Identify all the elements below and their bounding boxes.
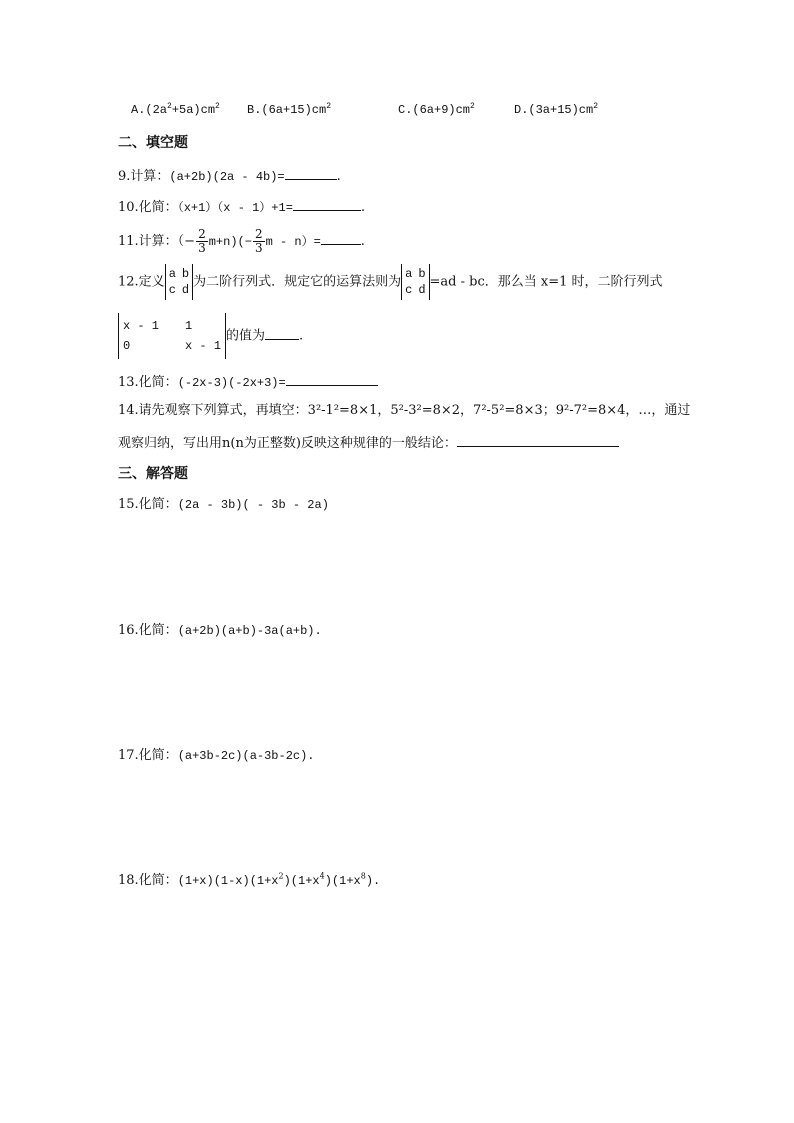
answer-blank[interactable] — [293, 196, 361, 211]
question-12-line1: 12.定义 a b c d 为二阶行列式．规定它的运算法则为 a b c d =ad - bc．那么当 x=1 时，二阶行列式 — [118, 264, 663, 300]
question-15: 15.化简：(2a - 3b)( - 3b - 2a) — [118, 497, 329, 512]
fraction: $\frac{2}{3}$ — [254, 227, 263, 255]
question-16: 16.化简：(a+2b)(a+b)-3a(a+b). — [118, 623, 322, 638]
fraction: $\frac{2}{3}$ — [198, 227, 206, 255]
determinant-abcd: a b c d — [165, 264, 193, 300]
determinant-abcd: a b c d — [401, 264, 429, 300]
answer-blank[interactable] — [285, 165, 337, 180]
choice-b: $B.(6a+15)cm^2$ — [247, 102, 332, 117]
choice-c: $C.(6a+9)cm^2$ — [398, 102, 475, 117]
section-title-fill-blank: 二、填空题 — [118, 135, 188, 151]
section-title-solve: 三、解答题 — [118, 466, 188, 482]
question-9: 9.计算：(a+2b)(2a - 4b)= . — [118, 165, 341, 186]
question-18: 18.化简：$(1+x)(1-x)(1+x^2)(1+x^4)(1+x^8)$. — [118, 871, 381, 888]
answer-blank[interactable] — [286, 371, 378, 386]
question-17: 17.化简：(a+3b-2c)(a-3b-2c). — [118, 748, 315, 763]
question-14-line2: 观察归纳，写出用n(n为正整数)反映这种规律的一般结论： — [118, 432, 619, 453]
choice-a: $A.(2a^2+5a)cm^2$ — [131, 102, 220, 117]
answer-blank[interactable] — [457, 432, 619, 447]
question-10: 10.化简：（x+1）（x - 1）+1= . — [118, 196, 365, 217]
question-13: 13.化简：(-2x-3)(-2x+3)= — [118, 371, 378, 392]
question-12-line2: x - 1 1 0 x - 1 的值为 . — [118, 313, 303, 359]
answer-blank[interactable] — [265, 325, 299, 340]
determinant-x: x - 1 1 0 x - 1 — [118, 313, 226, 359]
choice-d: $D.(3a+15)cm^2$ — [514, 102, 599, 117]
answer-blank[interactable] — [321, 230, 361, 245]
question-14-line1: 14.请先观察下列算式，再填空：3²-1²=8×1，5²-3²=8×2，7²-5²=8×3；9²-7²=8×4，…，通过 — [118, 403, 691, 418]
question-11: 11.计算：（− $\frac{2}{3}$ m+n)(− $\frac{2}{3}$ m - n）= . — [118, 227, 365, 255]
